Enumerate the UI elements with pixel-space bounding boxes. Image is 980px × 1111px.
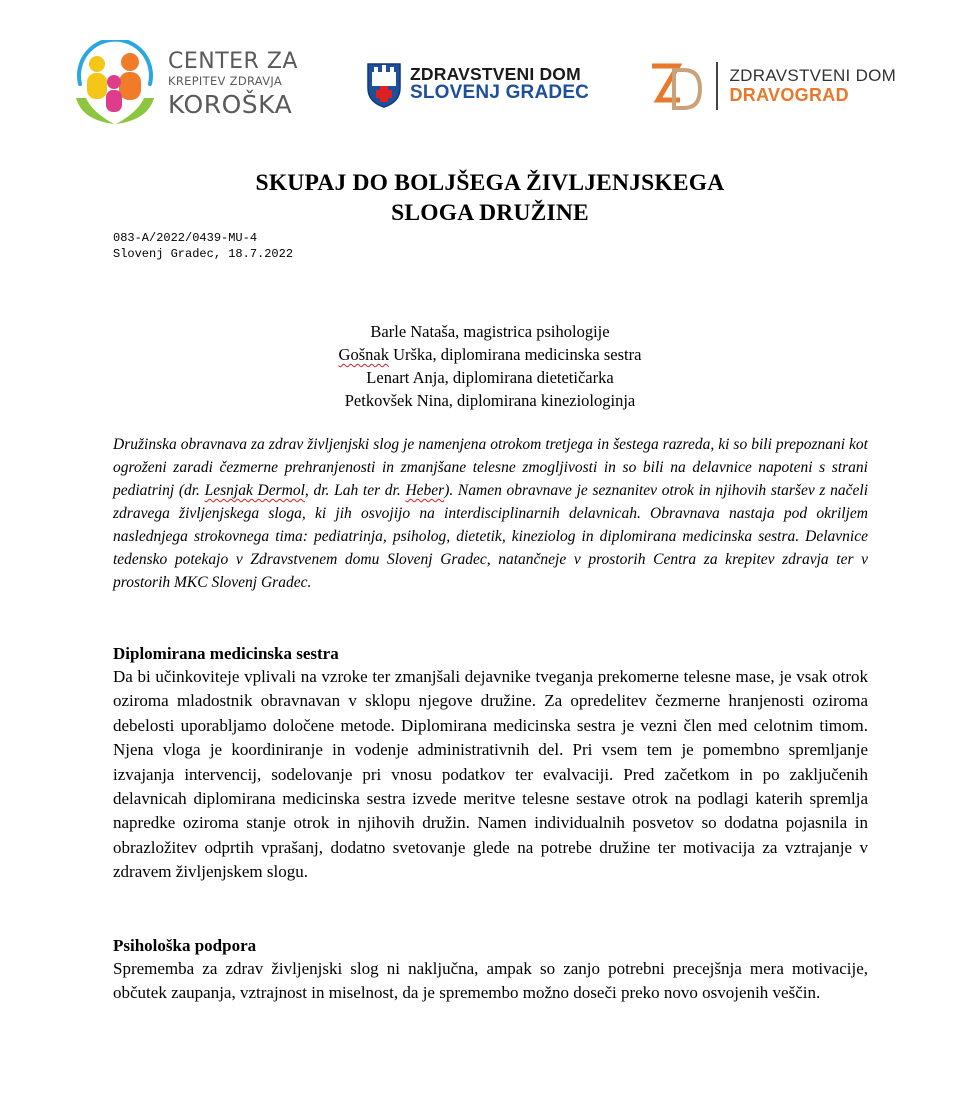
zdsg-line1: ZDRAVSTVENI DOM: [410, 63, 581, 84]
author-line: [0, 389, 980, 412]
ckz-line1: CENTER ZA: [168, 49, 298, 75]
author-text: Urška, diplomirana medicinska sestra: [388, 345, 642, 364]
intro-text: Družinska obravnava za zdrav življenjski slog je namenjena otrokom tretjega in šestega razreda, ki so bili prepoznani kot ogroženi zaradi čezmerne prehranjenosti in zmanjšane telesne zmogljivosti in so bili na delavnice napoteni s strani pediatrinj (dr.: [113, 436, 868, 499]
section-body: Da bi učinkoviteje vplivali na vzroke ter zmanjšali dejavnike tveganja prekomerne telesne mase, je vsak otrok oziroma mladostnik obravnavan v sklopu njegove družine. Za opredelitev čezmerne hranjenosti oziroma debelosti uporabljamo določene metode. Diplomirana medicinska sestra je vezni člen med celotnim timom. Njena vloga je koordiniranje in vodenje administrativnih del. Pri vsem tem je pomembno spremljanje izvajanja intervencij, sodelovanje pri vnosu podatkov ter evalvaciji. Pred začetkom in po zaključenih delavnicah diplomirana medicinska sestra izvede meritve telesne sestave otrok na podlagi katerih spremlja napredke oziroma stanje otrok in njihovih družin. Namen individualnih posvetov so dodatna pojasnila in obrazložitev odprtih vprašanj, dodatno svetovanje glede na potrebe družine ter motivacija za vztrajanje v zdravem življenjskem slogu.: [113, 667, 868, 882]
author-text: Petkovšek Nina, diplomirana kineziologinja: [344, 391, 636, 410]
ref-number: 083-A/2022/0439-MU-4: [113, 231, 258, 245]
logo-divider: [716, 62, 718, 110]
section-heading: Psihološka podpora: [113, 936, 257, 955]
title-line2: SLOGA DRUŽINE: [391, 200, 589, 226]
section-nurse: [113, 642, 868, 885]
ckz-line3: KOROŠKA: [168, 89, 293, 119]
intro-paragraph: [113, 433, 868, 594]
doctor-name: Lesnjak Dermol: [204, 482, 305, 499]
zdsg-line2: SLOVENJ GRADEC: [410, 82, 590, 104]
family-icon: [72, 40, 158, 128]
logo-center-za-krepitev-zdravja: [72, 40, 298, 128]
zdd-line1: ZDRAVSTVENI DOM: [729, 65, 897, 85]
logo-zd-slovenj-gradec: [366, 60, 589, 108]
author-line: [0, 366, 980, 389]
intro-text: , dr. Lah ter dr.: [304, 482, 406, 499]
author-line: [0, 320, 980, 343]
intro-text: ). Namen obravnave je seznanitev otrok in njihovih staršev z načeli zdravega življenjskega sloga, ki jih osvojijo na interdisciplinarnih delavnicah. Obravnava nastaja pod okriljem naslednjega strokovnega tima: pediatrinja, psiholog, dietetik, kineziolog in diplomirana medicinska sestra. Delavnice tedensko potekajo v Zdravstvenem domu Slovenj Gradec, natančneje v prostorih Centra za krepitev zdravja ter v prostorih MKC Slovenj Gradec.: [113, 482, 869, 591]
author-text: Barle Nataša, magistrica psihologije: [370, 322, 610, 341]
section-heading: Diplomirana medicinska sestra: [113, 644, 339, 663]
doctor-name: Heber: [405, 482, 445, 499]
authors-list: [0, 320, 980, 412]
header-logos: [0, 40, 980, 130]
ckz-line2: KREPITEV ZDRAVJA: [168, 74, 283, 89]
author-surname: Gošnak: [338, 345, 389, 364]
crest-icon: [366, 60, 402, 108]
document-reference: [113, 230, 293, 262]
author-text: Lenart Anja, diplomirana dietetičarka: [366, 368, 614, 387]
document-title: [0, 168, 980, 228]
section-body: Sprememba za zdrav življenjski slog ni naključna, ampak so zanjo potrebni precejšnja mera motivacije, občutek zaupanja, vztrajnost in miselnost, da je spremembo možno doseči preko novo osvojenih veščin.: [113, 959, 868, 1003]
section-psychology: [113, 934, 868, 1006]
zdd-line2: DRAVOGRAD: [729, 85, 849, 106]
title-line1: SKUPAJ DO BOLJŠEGA ŽIVLJENJSKEGA: [255, 170, 725, 196]
logo-zd-dravograd: [648, 60, 896, 112]
author-line: [0, 343, 980, 366]
place-date: Slovenj Gradec, 18.7.2022: [113, 247, 294, 261]
zd-monogram-icon: [648, 60, 704, 112]
